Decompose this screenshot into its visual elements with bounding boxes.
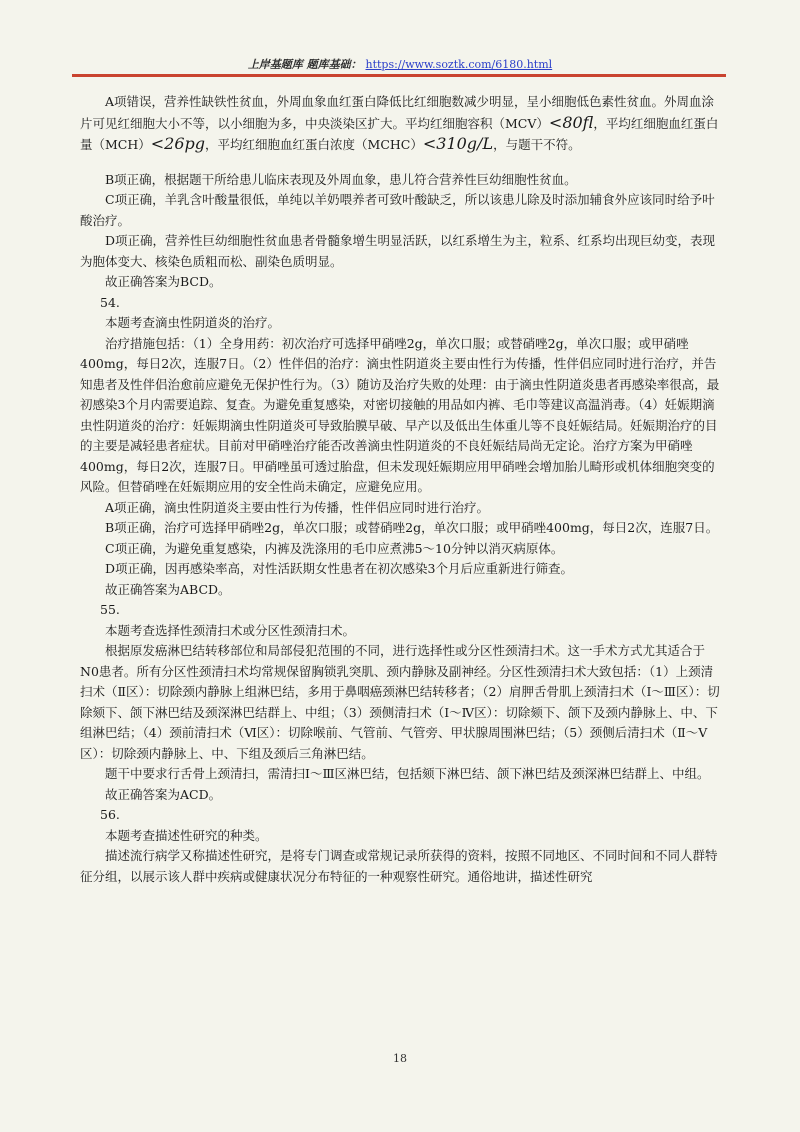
q55-body-2: 题干中要求行舌骨上颈清扫，需清扫Ⅰ～Ⅲ区淋巴结，包括颏下淋巴结、颌下淋巴结及颈深淋巴结群上、中组。 [105,766,710,781]
q55-body: 根据原发癌淋巴结转移部位和局部侵犯范围的不同，进行选择性或分区性颈清扫术。这一手术方式尤其适合于N0患者。所有分区性颈清扫术均常规保留胸锁乳突肌、颈内静脉及副神经。分区性颈清扫术大致包括：（1）上颈清扫术（Ⅱ区）：切除颈内静脉上组淋巴结，多用于鼻咽癌颈淋巴结转移者；（2）肩胛舌骨肌上颈清扫术（Ⅰ～Ⅲ区）：切除颏下、颌下淋巴结及颈深淋巴结群上、中组；（3）颈侧清扫术（Ⅰ～Ⅳ区）：切除颏下、颌下及颈内静脉上、中、下组淋巴结；（4）颈前清扫术（Ⅵ区）：切除喉前、气管前、气管旁、甲状腺周围淋巴结；（5）颈侧后清扫术（Ⅱ～Ⅴ区）：切除颈内静脉上、中、下组及颈后三角淋巴结。 [80,643,720,761]
q55-number: 55. [100,602,120,617]
q54-option-c: C项正确，为避免重复感染，内裤及洗涤用的毛巾应煮沸5～10分钟以消灭病原体。 [105,540,564,556]
mch-value: <26pg [150,134,206,153]
q55-answer: 故正确答案为ACD。 [105,786,222,802]
q54-number: 54. [100,294,120,310]
q56-body: 描述流行病学又称描述性研究，是将专门调查或常规记录所获得的资料，按照不同地区、不同时间和不同人群特征分组，以展示该人群中疾病或健康状况分布特征的一种观察性研究。通俗地讲，描述性研究 [80,848,718,884]
page-number: 18 [393,1052,407,1065]
q53-option-d: D项正确，营养性巨幼细胞性贫血患者骨髓象增生明显活跃，以红系增生为主，粒系、红系均出现巨幼变，表现为胞体变大、核染色质粗而松、副染色质明显。 [80,233,716,269]
q53-option-b: B项正确，根据题干所给患儿临床表现及外周血象，患儿符合营养性巨幼细胞性贫血。 [105,171,577,187]
q53-option-a: A项错误，营养性缺铁性贫血，外周血象血红蛋白降低比红细胞数减少明显，呈小细胞低色素性贫血。外周血涂片可见红细胞大小不等，以小细胞为多，中央淡染区扩大。平均红细胞容积（MCV）<80fl，平均红细胞血红蛋白量（MCH）<26pg，平均红细胞血红蛋白浓度（MCHC）<310g/L，与题干不符。 [80,94,719,153]
q54-body: 治疗措施包括：（1）全身用药：初次治疗可选择甲硝唑2g，单次口服；或替硝唑2g，单次口服；或甲硝唑400mg，每日2次，连服7日。（2）性伴侣的治疗：滴虫性阴道炎主要由性行为传播，性伴侣应同时进行治疗，并告知患者及性伴侣治愈前应避免无保护性行为。（3）随访及治疗失败的处理：由于滴虫性阴道炎患者再感染率很高，最初感染3个月内需要追踪、复查。为避免重复感染，对密切接触的用品如内裤、毛巾等建议高温消毒。（4）妊娠期滴虫性阴道炎的治疗：妊娠期滴虫性阴道炎可导致胎膜早破、早产以及低出生体重儿等不良妊娠结局。妊娠期治疗的目的主要是减轻患者症状。目前对甲硝唑治疗能否改善滴虫性阴道炎的不良妊娠结局尚无定论。治疗方案为甲硝唑400mg，每日2次，连服7日。甲硝唑虽可透过胎盘，但未发现妊娠期应用甲硝唑会增加胎儿畸形或机体细胞突变的风险。但替硝唑在妊娠期应用的安全性尚未确定，应避免应用。 [80,335,720,494]
header-link[interactable]: https://www.soztk.com/6180.html [365,58,553,71]
document-body [80,92,720,887]
mcv-value: <80fl [548,112,594,132]
q54-option-b: B项正确，治疗可选择甲硝唑2g，单次口服；或替硝唑2g，单次口服；或甲硝唑400mg，每日2次，连服7日。 [105,520,719,535]
q54-topic: 本题考查滴虫性阴道炎的治疗。 [105,315,281,330]
q53-option-c: C项正确，羊乳含叶酸量很低，单纯以羊奶喂养者可致叶酸缺乏，所以该患儿除及时添加辅食外应该同时给予叶酸治疗。 [80,192,715,228]
q54-answer: 故正确答案为ABCD。 [105,581,231,597]
q54-option-a: A项正确，滴虫性阴道炎主要由性行为传播，性伴侣应同时进行治疗。 [105,499,490,515]
mchc-value: <310g/L [422,134,494,153]
page-header [0,58,800,72]
header-rule [72,74,726,77]
q56-topic: 本题考查描述性研究的种类。 [105,827,268,843]
q53-answer: 故正确答案为BCD。 [105,274,222,289]
q54-option-d: D项正确，因再感染率高，对性活跃期女性患者在初次感染3个月后应重新进行筛查。 [105,561,573,576]
header-title: 上岸基题库 题库基础： [247,58,362,71]
q55-topic: 本题考查选择性颈清扫术或分区性颈清扫术。 [105,622,356,638]
q56-number: 56. [100,807,120,822]
